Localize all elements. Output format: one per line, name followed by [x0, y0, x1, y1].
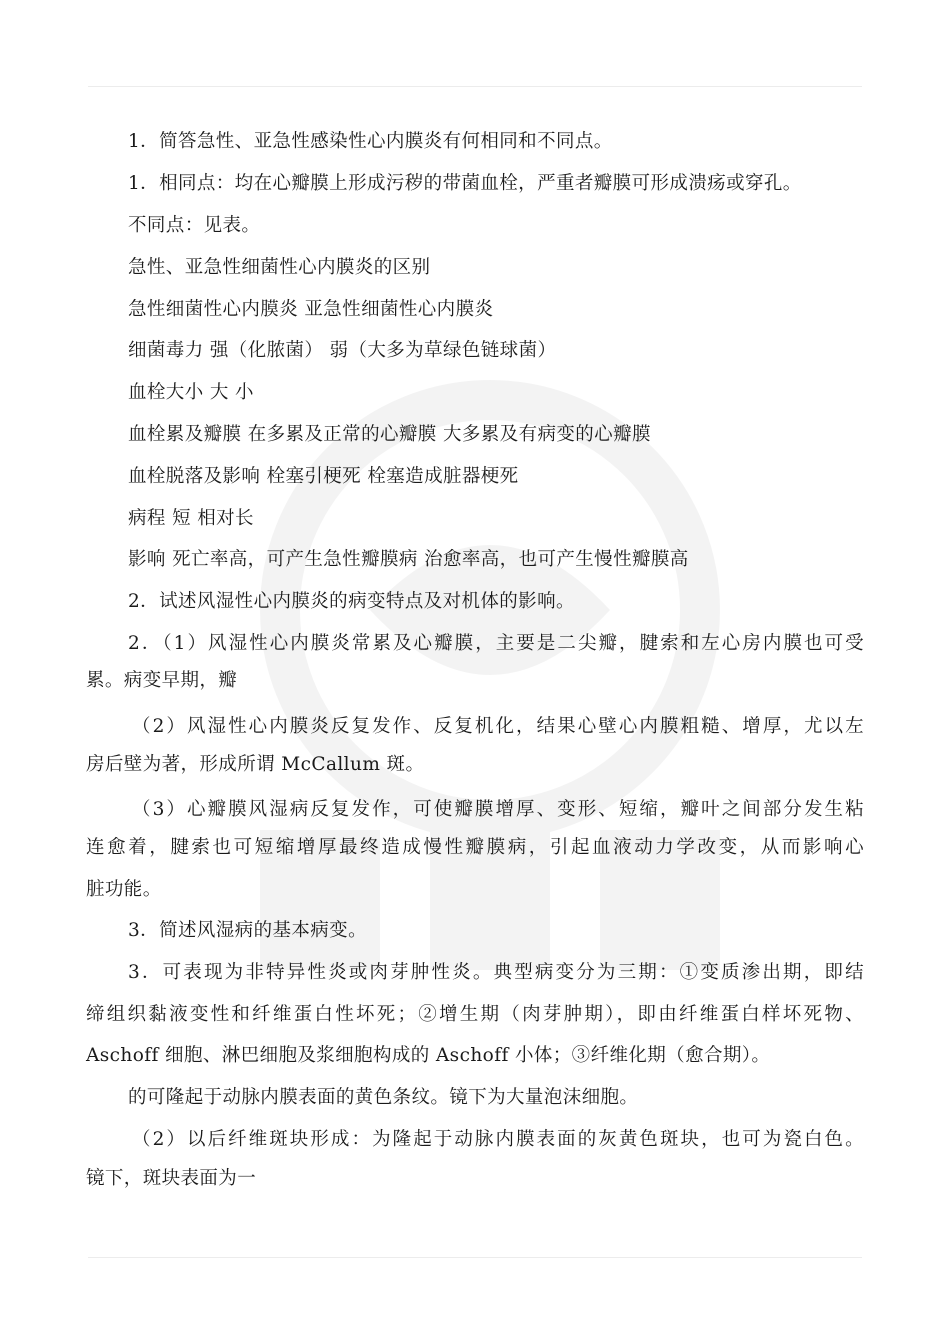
table-row: 血栓脱落及影响 栓塞引梗死 栓塞造成脏器梗死	[128, 466, 519, 487]
answer-3-paragraph: Aschoff 细胞、淋巴细胞及浆细胞构成的 Aschoff 小体；③纤维化期（愈合期）。	[86, 1045, 771, 1066]
table-row: 病程 短 相对长	[128, 508, 254, 529]
footer-divider	[88, 1257, 862, 1258]
answer-2-paragraph: 累。病变早期，瓣	[86, 670, 238, 691]
answer-2-item-2: （2）风湿性心内膜炎反复发作、反复机化，结果心壁心内膜粗糙、增厚，尤以左	[132, 716, 864, 737]
table-row: 血栓累及瓣膜 在多累及正常的心瓣膜 大多累及有病变的心瓣膜	[128, 424, 651, 445]
answer-2-item-3: 脏功能。	[86, 879, 162, 900]
question-3: 3．简述风湿病的基本病变。	[128, 920, 367, 941]
watermark-logo-icon	[190, 360, 790, 980]
table-header-row: 急性细菌性心内膜炎 亚急性细菌性心内膜炎	[128, 299, 494, 320]
fragment-paragraph: 的可隆起于动脉内膜表面的黄色条纹。镜下为大量泡沫细胞。	[128, 1087, 639, 1108]
fibrous-plaque-paragraph: 镜下，斑块表面为一	[86, 1168, 257, 1189]
answer-2-item-3: （3）心瓣膜风湿病反复发作，可使瓣膜增厚、变形、短缩，瓣叶之间部分发生粘	[132, 799, 864, 820]
answer-2-item-3: 连愈着，腱索也可短缩增厚最终造成慢性瓣膜病，引起血液动力学改变，从而影响心	[86, 837, 864, 858]
question-1: 1．简答急性、亚急性感染性心内膜炎有何相同和不同点。	[128, 131, 613, 152]
table-row: 血栓大小 大 小	[128, 382, 254, 403]
answer-2-item-2: 房后壁为著，形成所谓 McCallum 斑。	[86, 754, 425, 775]
answer-3-paragraph: 3．可表现为非特异性炎或肉芽肿性炎。典型病变分为三期：①变质渗出期，即结	[128, 962, 864, 983]
answer-1-similarities: 1．相同点：均在心瓣膜上形成污秽的带菌血栓，严重者瓣膜可形成溃疡或穿孔。	[128, 173, 802, 194]
answer-3-paragraph: 缔组织黏液变性和纤维蛋白性坏死；②增生期（肉芽肿期），即由纤维蛋白样坏死物、	[86, 1004, 864, 1025]
header-divider	[88, 86, 862, 87]
answer-2-paragraph: 2．（1）风湿性心内膜炎常累及心瓣膜，主要是二尖瓣，腱索和左心房内膜也可受	[128, 633, 864, 654]
table-row: 细菌毒力 强（化脓菌） 弱（大多为草绿色链球菌）	[128, 340, 557, 361]
fibrous-plaque-paragraph: （2）以后纤维斑块形成：为隆起于动脉内膜表面的灰黄色斑块，也可为瓷白色。	[132, 1129, 864, 1150]
question-2: 2．试述风湿性心内膜炎的病变特点及对机体的影响。	[128, 591, 575, 612]
answer-1-differences: 不同点：见表。	[128, 215, 261, 236]
table-row: 影响 死亡率高，可产生急性瓣膜病 治愈率高，也可产生慢性瓣膜高	[128, 549, 689, 570]
table-title: 急性、亚急性细菌性心内膜炎的区别	[128, 257, 431, 278]
